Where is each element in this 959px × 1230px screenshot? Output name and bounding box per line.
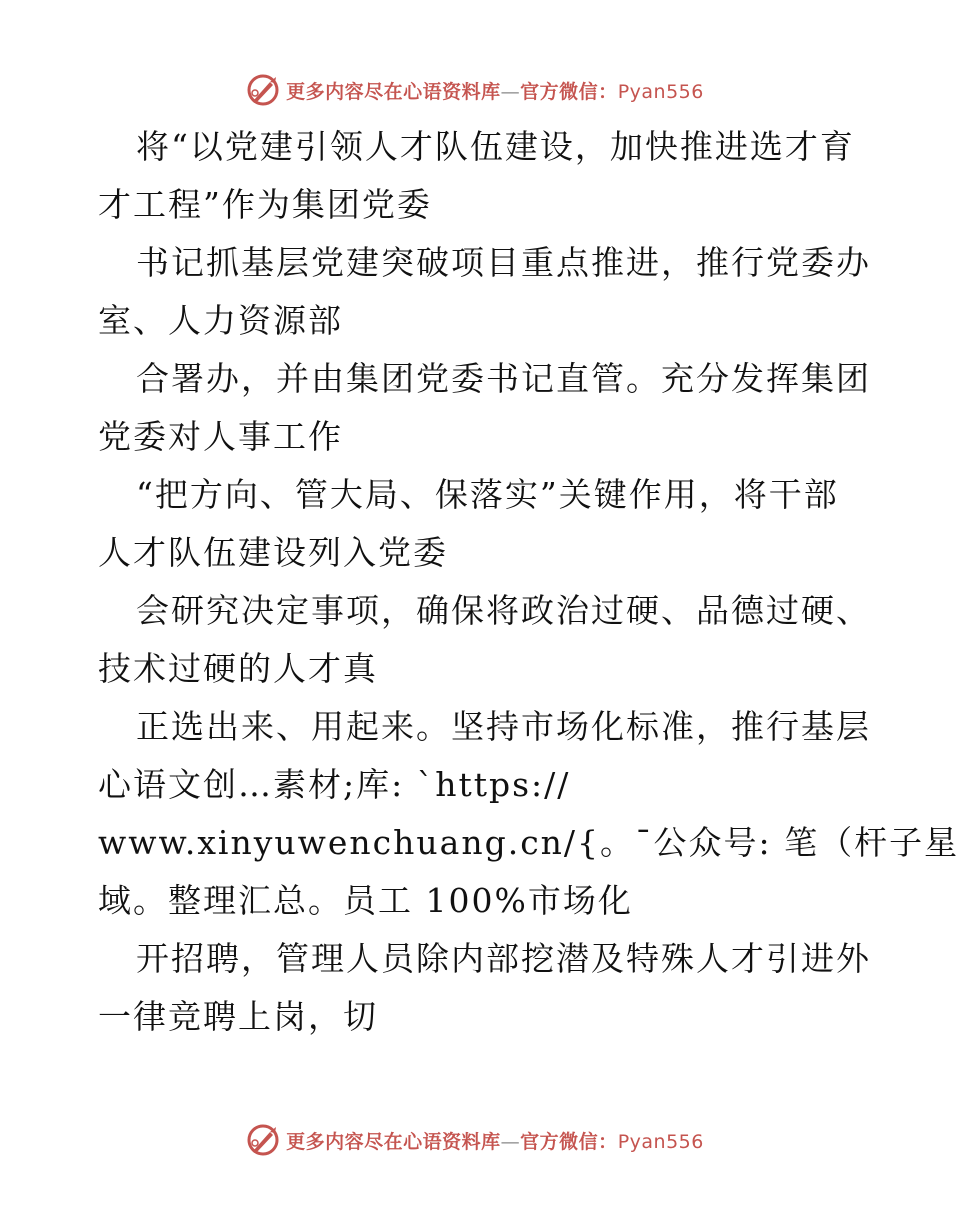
watermark-account: Pyan556 <box>617 80 704 103</box>
text-line: 心语文创…素材;库: `https:// <box>98 765 571 804</box>
text-line: 室、人力资源部 <box>98 301 343 340</box>
watermark-dash: — <box>500 80 521 103</box>
watermark-text <box>286 77 704 104</box>
text-line: “把方向、管大局、保落实”关键作用，将干部 <box>136 475 839 514</box>
text-line: 合署办，并由集团党委书记直管。充分发挥集团 <box>136 359 871 398</box>
quill-pen-logo-icon <box>246 1123 280 1157</box>
text-line: www.xinyuwenchuang.cn/{。¯公众号: 笔（杆子星 <box>98 823 959 862</box>
text-line: 技术过硬的人才真 <box>98 649 378 688</box>
quill-pen-logo-icon <box>246 73 280 107</box>
text-line: 将“以党建引领人才队伍建设，加快推进选才育 <box>136 127 855 166</box>
watermark-dash: — <box>500 1130 521 1153</box>
watermark-account: Pyan556 <box>617 1130 704 1153</box>
text-line: 正选出来、用起来。坚持市场化标准，推行基层 <box>136 707 871 746</box>
text-line: 书记抓基层党建突破项目重点推进，推行党委办 <box>136 243 871 282</box>
text-line: 一律竞聘上岗，切 <box>98 997 378 1036</box>
header-watermark <box>0 70 950 110</box>
watermark-title: 更多内容尽在心语资料库 <box>286 1130 501 1153</box>
document-body <box>98 118 959 1046</box>
footer-watermark <box>0 1120 950 1160</box>
text-line: 会研究决定事项，确保将政治过硬、品德过硬、 <box>136 591 871 630</box>
text-line: 人才队伍建设列入党委 <box>98 533 448 572</box>
watermark-suffix: 官方微信： <box>520 80 618 103</box>
text-line: 域。整理汇总。员工 100%市场化 <box>98 881 633 920</box>
text-line: 党委对人事工作 <box>98 417 343 456</box>
watermark-suffix: 官方微信： <box>520 1130 618 1153</box>
watermark-text <box>286 1127 704 1154</box>
watermark-title: 更多内容尽在心语资料库 <box>286 80 501 103</box>
text-line: 开招聘，管理人员除内部挖潜及特殊人才引进外 <box>136 939 871 978</box>
text-line: 才工程”作为集团党委 <box>98 185 432 224</box>
